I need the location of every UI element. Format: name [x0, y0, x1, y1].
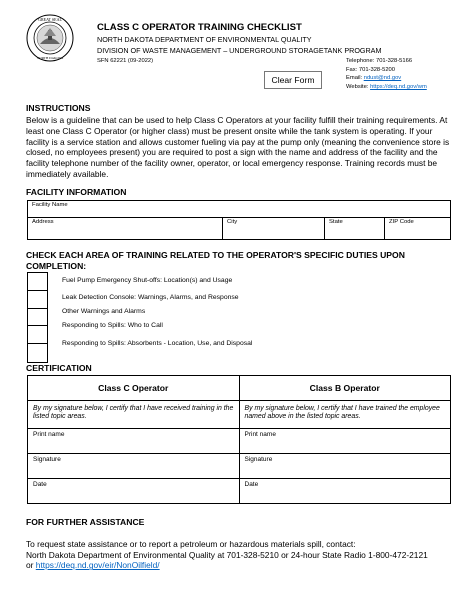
assistance-text	[26, 539, 456, 571]
class-b-signature-field[interactable]	[239, 454, 451, 479]
class-b-print-name-field[interactable]	[239, 429, 451, 454]
training-item: Responding to Spills: Absorbents - Location, Use, and Disposal	[62, 340, 253, 347]
facility-heading: FACILITY INFORMATION	[26, 187, 127, 197]
state-label: State	[329, 219, 343, 225]
training-item: Other Warnings and Alarms	[62, 308, 146, 315]
class-b-date-field[interactable]	[239, 479, 451, 504]
website-label: Website:	[346, 83, 371, 90]
class-c-signature-field[interactable]	[28, 454, 240, 479]
print-name-label: Print name	[33, 431, 65, 438]
assistance-or: or	[26, 560, 36, 571]
signature-label: Signature	[244, 456, 273, 463]
training-checkbox-column	[27, 272, 48, 363]
svg-text:GREAT SEAL: GREAT SEAL	[38, 17, 62, 22]
instructions-text: Below is a guideline that can be used to help Class C Operators at your facility fulfill their training requirements. At least one Class C Operator (or higher class) must be present onsite while the tank system is operating. If your facility is a service station and allows customer fueling via pay at the pump only (meaning the convenience store is closed, no employees present) you are required to post a sign with the name and address of the facility and the facility telephone number of the facility owner, operator, or local emergency response. Training records must be immediately available.	[26, 115, 450, 179]
training-checkbox[interactable]	[28, 291, 47, 309]
state-seal-logo	[26, 14, 74, 62]
zip-field[interactable]	[385, 218, 451, 240]
assistance-line-2: North Dakota Department of Environmental Quality at 701-328-5210 or 24-hour State Radio 1-800-472-2121	[26, 549, 428, 560]
certification-heading: CERTIFICATION	[26, 363, 92, 373]
assistance-heading: FOR FURTHER ASSISTANCE	[26, 517, 145, 527]
fax: Fax: 701-328-5200	[346, 66, 395, 73]
class-c-statement: By my signature below, I certify that I have received training in the listed topic areas.	[28, 401, 240, 429]
class-b-heading: Class B Operator	[239, 376, 451, 401]
date-label: Date	[244, 481, 259, 488]
email-link[interactable]: ndust@nd.gov	[363, 75, 402, 82]
form-title: CLASS C OPERATOR TRAINING CHECKLIST	[97, 22, 302, 33]
class-c-date-field[interactable]	[28, 479, 240, 504]
svg-text:NORTH DAKOTA: NORTH DAKOTA	[36, 56, 64, 60]
telephone: Telephone: 701-328-5166	[346, 58, 413, 64]
training-checkbox[interactable]	[28, 309, 47, 327]
email-label: Email:	[346, 75, 364, 82]
facility-table	[27, 200, 451, 240]
signature-label: Signature	[33, 456, 61, 463]
contact-info	[346, 57, 427, 91]
print-name-label: Print name	[244, 431, 276, 438]
state-field[interactable]	[325, 218, 385, 240]
facility-name-label: Facility Name	[32, 202, 68, 208]
training-heading: CHECK EACH AREA OF TRAINING RELATED TO THE OPERATOR'S SPECIFIC DUTIES UPON	[26, 250, 405, 260]
training-checkbox[interactable]	[28, 326, 47, 344]
class-c-heading: Class C Operator	[28, 376, 240, 401]
zip-label: ZIP Code	[389, 219, 414, 225]
training-item: Responding to Spills: Who to Call	[62, 322, 163, 329]
website-link[interactable]: https://deq.nd.gov/wm	[370, 83, 427, 90]
training-checkbox[interactable]	[28, 273, 47, 291]
certification-table	[27, 375, 451, 504]
training-item: Leak Detection Console: Warnings, Alarms, and Response	[62, 294, 239, 301]
assistance-line-1: To request state assistance or to report a petroleum or hazardous materials spill, contact:	[26, 539, 356, 549]
assistance-link[interactable]: https://deq.nd.gov/eir/NonOilfield/	[35, 560, 160, 571]
city-field[interactable]	[223, 218, 325, 240]
date-label: Date	[33, 481, 47, 488]
training-heading-cont: COMPLETION:	[26, 261, 87, 271]
instructions-heading: INSTRUCTIONS	[26, 103, 91, 113]
training-checkbox[interactable]	[28, 344, 47, 362]
training-item: Fuel Pump Emergency Shut-offs: Location(s) and Usage	[62, 277, 233, 284]
division-name: DIVISION OF WASTE MANAGEMENT – UNDERGROUND STORAGETANK PROGRAM	[97, 46, 382, 55]
facility-name-field[interactable]	[28, 201, 451, 218]
class-b-statement: By my signature below, I certify that I have trained the employee named above in the listed topic areas.	[239, 401, 451, 429]
form-number: SFN 62221 (09-2022)	[97, 58, 154, 64]
clear-form-button[interactable]: Clear Form	[264, 71, 322, 89]
department-name: NORTH DAKOTA DEPARTMENT OF ENVIRONMENTAL QUALITY	[97, 35, 312, 44]
address-label: Address	[32, 219, 54, 225]
city-label: City	[227, 219, 238, 225]
address-field[interactable]	[28, 218, 223, 240]
class-c-print-name-field[interactable]	[28, 429, 240, 454]
